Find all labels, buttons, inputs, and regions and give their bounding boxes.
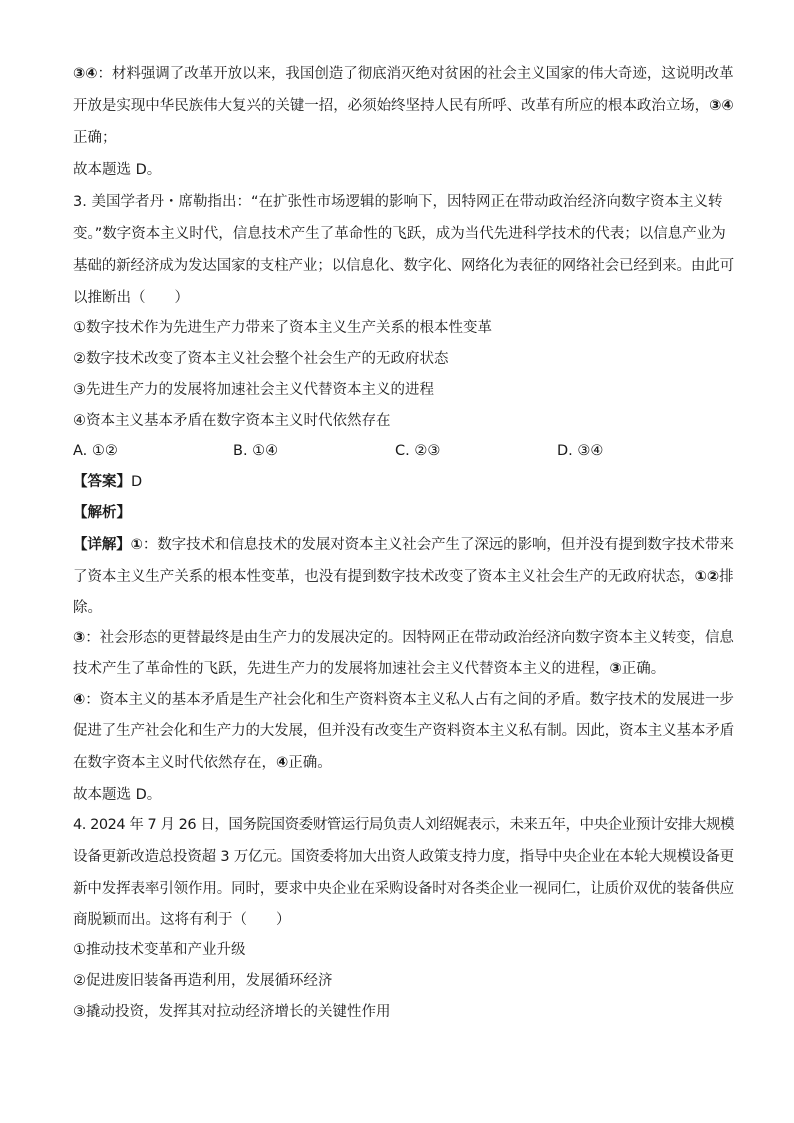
detail-tag: 【详解】 [73, 537, 131, 553]
q3-stem-line-4: 以推断出（ ） [73, 290, 189, 306]
q3-detail-2-line-1: ③：社会形态的更替最终是由生产力的发展决定的。因特网正在带动政治经济向数字资本主义转变，信息 [73, 630, 734, 646]
q3-detail-1-line-2: 了资本主义生产关系的根本性变革，也没有提到数字技术改变了资本主义社会生产的无政府状态，①②排 [73, 569, 734, 585]
analysis-tag: 【解析】 [73, 505, 131, 521]
q3-stem-line-2: 变。”数字资本主义时代，信息技术产生了革命性的飞跃，成为当代先进科学技术的代表；以信息产业为 [73, 226, 726, 242]
q4-stem-line-3: 新中发挥表率引领作用。同时，要求中央企业在采购设备时对各类企业一视同仁，让质价双优的装备供应 [73, 881, 735, 897]
q3-item-4: ④资本主义基本矛盾在数字资本主义时代依然存在 [73, 413, 391, 429]
q3-option-c: C. ②③ [395, 443, 441, 459]
q4-item-2: ②促进废旧装备再造利用，发展循环经济 [73, 973, 333, 989]
q3-answer [73, 472, 142, 492]
q3-stem-line-3: 基础的新经济成为发达国家的支柱产业；以信息化、数字化、网络化为表征的网络社会已经到来。由此可 [73, 258, 735, 274]
q2-marker-end: ③④ [709, 98, 734, 114]
q4-item-3: ③撬动投资，发挥其对拉动经济增长的关键性作用 [73, 1004, 391, 1020]
answer-tag: 【答案】 [73, 474, 131, 490]
q3-item-2: ②数字技术改变了资本主义社会整个社会生产的无政府状态 [73, 351, 449, 367]
q4-stem-line-1: 4. 2024 年 7 月 26 日，国务院国资委财管运行局负责人刘绍娓表示，未来五年，中央企业预计安排大规模 [73, 817, 735, 833]
q2-analysis-line-3: 正确； [73, 130, 117, 146]
q3-detail-3-line-1: ④：资本主义的基本矛盾是生产社会化和生产资料资本主义私人占有之间的矛盾。数字技术的发展进一步 [73, 692, 734, 708]
q3-detail-2-line-2: 技术产生了革命性的飞跃，先进生产力的发展将加速社会主义代替资本主义的进程，③正确。 [73, 661, 666, 677]
q3-item-1: ①数字技术作为先进生产力带来了资本主义生产关系的根本性变革 [73, 320, 492, 336]
answer-value: D [131, 474, 143, 490]
q3-option-a: A. ①② [73, 443, 118, 459]
q3-detail-1-line-1: 【详解】①：数字技术和信息技术的发展对资本主义社会产生了深远的影响，但并没有提到数字技术带来 [73, 537, 734, 553]
q2-analysis-line-1: ③④：材料强调了改革开放以来，我国创造了彻底消灭绝对贫困的社会主义国家的伟大奇迹，这说明改革 [73, 66, 734, 82]
q4-stem-line-2: 设备更新改造总投资超 3 万亿元。国资委将加大出资人政策支持力度，指导中央企业在本轮大规模设备更 [73, 849, 734, 865]
q2-analysis-line-2: 开放是实现中华民族伟大复兴的关键一招，必须始终坚持人民有所呼、改革有所应的根本政治立场，③④ [73, 98, 734, 114]
q3-stem-line-1: 3. 美国学者丹・席勒指出：“在扩张性市场逻辑的影响下，因特网正在带动政治经济向数字资本主义转 [73, 194, 723, 210]
q4-stem-line-4: 商脱颖而出。这将有利于（ ） [73, 912, 291, 928]
q3-detail-1-line-3: 除。 [73, 600, 102, 616]
q2-marker: ③④ [73, 66, 98, 82]
q3-option-d: D. ③④ [557, 443, 604, 459]
q3-conclusion: 故本题选 D。 [73, 787, 162, 803]
q3-detail-3-line-2: 促进了生产社会化和生产力的大发展，但并没有改变生产资料资本主义私有制。因此，资本主义基本矛盾 [73, 723, 735, 739]
q3-item-3: ③先进生产力的发展将加速社会主义代替资本主义的进程 [73, 382, 434, 398]
q2-conclusion: 故本题选 D。 [73, 162, 162, 178]
q3-detail-3-line-3: 在数字资本主义时代依然存在，④正确。 [73, 755, 332, 771]
q3-option-b: B. ①④ [233, 443, 279, 459]
q4-item-1: ①推动技术变革和产业升级 [73, 942, 246, 958]
